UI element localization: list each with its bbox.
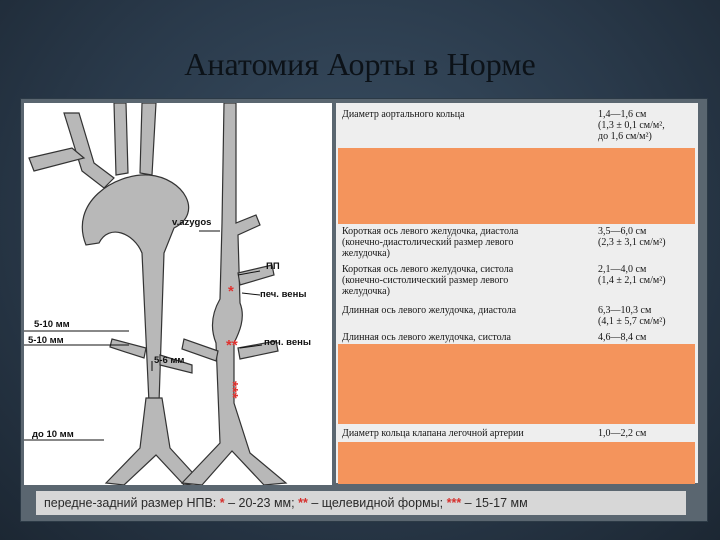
row-name: Диаметр аортального кольца [342,109,465,120]
renal-branch [110,339,146,358]
aortic-branch [114,103,128,175]
label-renal-veins: поч. вены [264,337,311,348]
row-value: 4,6—8,4 см [598,332,647,343]
label-pp: ПП [266,261,280,272]
footer-mark-1: * [219,496,225,510]
slide-title: Анатомия Аорты в Норме [184,46,536,82]
aortic-branch [29,148,84,171]
footer-prefix: передне-задний размер НПВ: [44,496,220,510]
row-value: 3,5—6,0 см (2,3 ± 3,1 см/м²) [598,226,666,248]
row-name: Короткая ось левого желудочка, систола (конечно-систолический размер левого желудочка) [342,264,514,297]
row-name: Короткая ось левого желудочка, диастола (конечно-диастолический размер левого желудочка) [342,226,519,259]
row-value: 6,3—10,3 см (4,1 ± 5,7 см/м²) [598,305,666,327]
row-value: 2,1—4,0 см (1,4 ± 2,1 см/м²) [598,264,666,286]
footer-text-3: – 15-17 мм [461,496,528,510]
label-azygos: v.azygos [172,217,212,228]
aortic-branch [140,103,156,175]
redaction-overlay [338,148,695,224]
row-value: 1,4—1,6 см (1,3 ± 0,1 см/м², до 1,6 см/м²) [598,109,665,142]
label-measure-4: до 10 мм [32,429,74,440]
footer-text-1: – 20-23 мм; [224,496,299,510]
row-value: 1,0—2,2 см [598,428,647,439]
star-marker-2: ** [226,337,238,354]
footer-mark-2: ** [298,496,308,510]
label-measure-3: 5-6 мм [154,355,185,366]
star-marker-3: *** [224,381,241,399]
footer-text-2: – щелевидной формы; [307,496,447,510]
star-marker-1: * [228,283,234,300]
pointer-line [242,293,260,295]
row-name: Длинная ось левого желудочка, систола [342,332,511,343]
renal-vein [182,339,218,361]
label-hepatic-veins: печ. вены [260,289,307,300]
vessel-diagram [24,103,332,485]
footer-note [36,491,686,515]
label-measure-2: 5-10 мм [28,335,64,346]
label-measure-1: 5-10 мм [34,319,70,330]
row-name: Длинная ось левого желудочка, диастола [342,305,517,316]
redaction-overlay [338,344,695,424]
row-name: Диаметр кольца клапана легочной артерии [342,428,524,439]
footer-mark-3: *** [446,496,462,510]
iliac-arteries [106,398,202,485]
redaction-overlay [338,442,695,484]
